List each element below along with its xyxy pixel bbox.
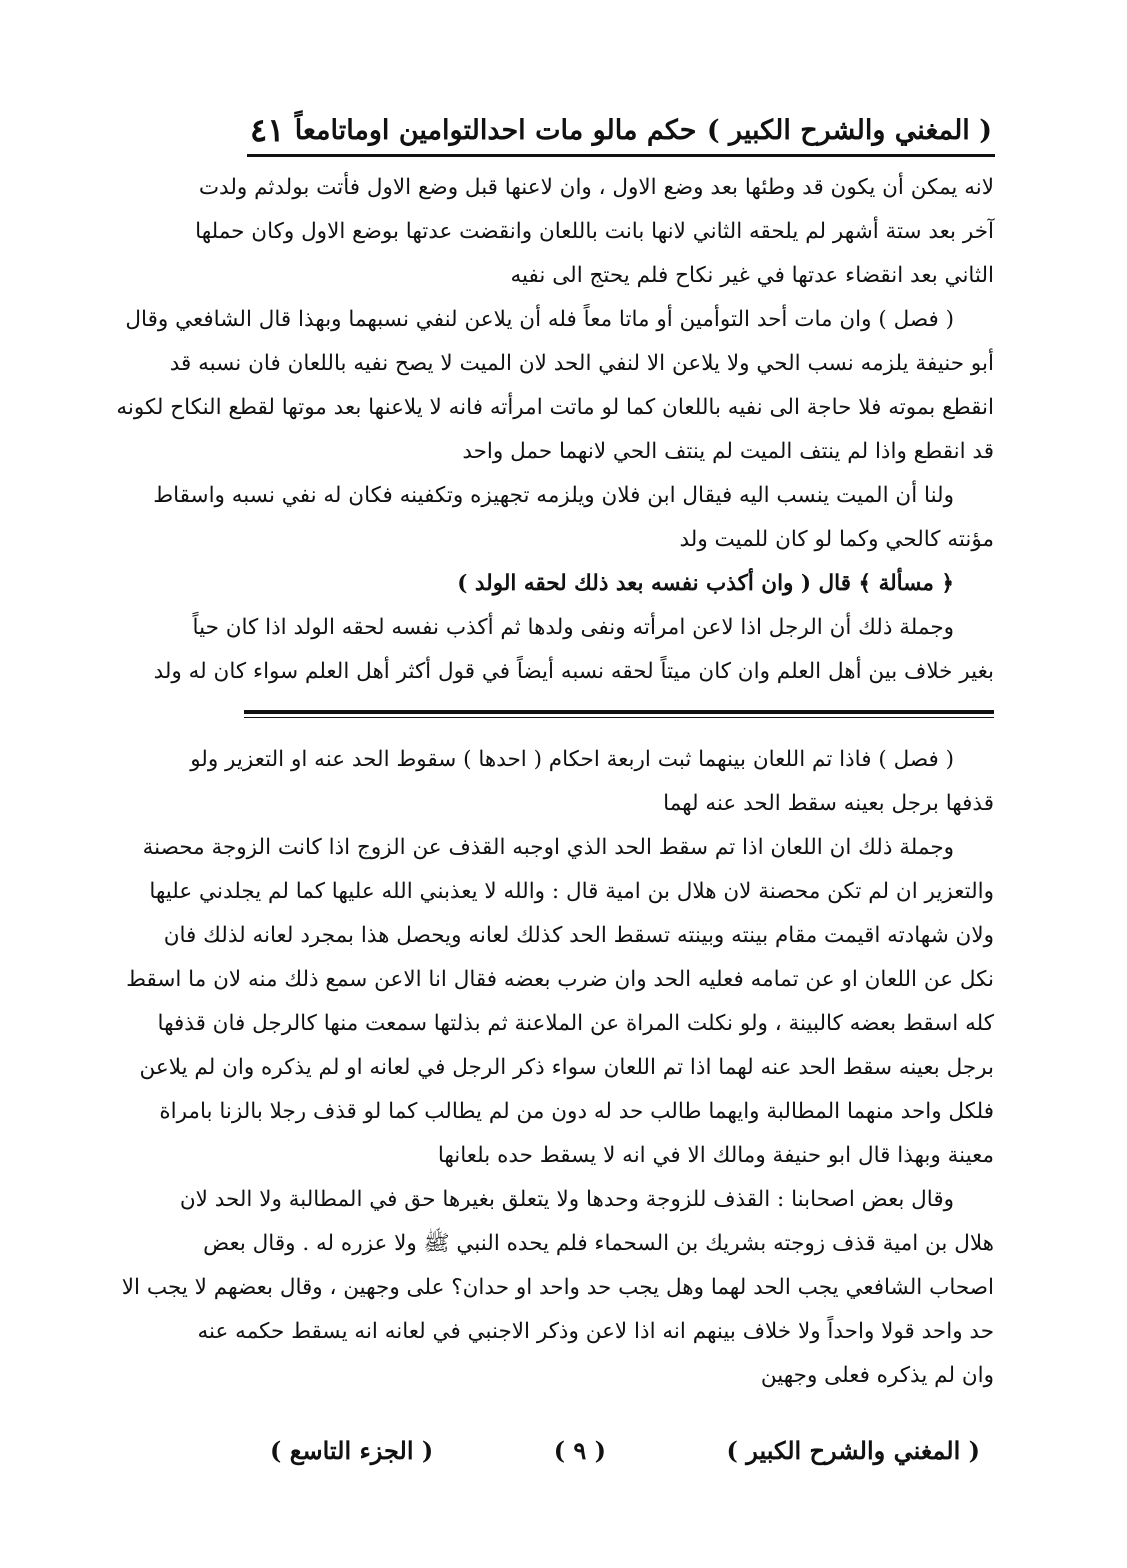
- header-chapter-title: حكم مالو مات احدالتوامين اوماتامعاً: [294, 114, 697, 146]
- text-line: اصحاب الشافعي يجب الحد لهما وهل يجب حد واحد او حدان؟ على وجهين ، وقال بعضهم لا يجب الا: [121, 1275, 994, 1300]
- text-line: ولان شهادته اقيمت مقام بينته وبينته تسقط الحد كذلك لعانه ويحصل هذا بمجرد لعانه لذلك فان: [163, 923, 994, 948]
- text-line: معينة وبهذا قال ابو حنيفة ومالك الا في انه لا يسقط حده بلعانها: [437, 1143, 994, 1168]
- footer-signature-number: ( ٩ ): [553, 1435, 607, 1465]
- text-line: وان لم يذكره فعلى وجهين: [760, 1363, 994, 1388]
- text-line: ( فصل ) فاذا تم اللعان بينهما ثبت اربعة احكام ( احدها ) سقوط الحد عنه او التعزير ولو: [190, 747, 954, 772]
- text-line: برجل بعينه سقط الحد عنه لهما اذا تم اللعان سواء ذكر الرجل في لعانه او لم يذكره وان لم يلاعن: [139, 1055, 994, 1080]
- text-line: انقطع بموته فلا حاجة الى نفيه باللعان كما لو ماتت امرأته فانه لا يلاعنها بعد موتها لقطع النكاح لكونه: [116, 395, 994, 420]
- text-line: وجملة ذلك أن الرجل اذا لاعن امرأته ونفى ولدها ثم أكذب نفسه لحقه الولد اذا كان حياً: [192, 615, 954, 640]
- text-line: وقال بعض اصحابنا : القذف للزوجة وحدها ولا يتعلق بغيرها حق في المطالبة ولا الحد لان: [179, 1187, 954, 1212]
- text-line: حد واحد قولا واحداً ولا خلاف بينهم انه اذا لاعن وذكر الاجنبي في لعانه انه يسقط حكمه عنه: [197, 1319, 994, 1344]
- header-book-title: ( المغني والشرح الكبير ): [706, 114, 992, 146]
- text-line: فلكل واحد منهما المطالبة وايهما طالب حد له دون من لم يطالب كما لو قذف رجلا بالزنا بامراة: [159, 1099, 994, 1124]
- lower-text: [121, 738, 994, 1398]
- header-rule: [247, 154, 995, 157]
- text-line: قذفها برجل بعينه سقط الحد عنه لهما: [663, 791, 994, 816]
- masala-heading: ﴿ مسألة ﴾ قال ( وان أكذب نفسه بعد ذلك لحقه الولد ): [457, 571, 954, 596]
- header-page-number: ٤١: [250, 111, 285, 149]
- page-header: [250, 110, 992, 150]
- text-line: قد انقطع واذا لم ينتف الميت لم ينتف الحي لانهما حمل واحد: [462, 439, 994, 464]
- text-line: وجملة ذلك ان اللعان اذا تم سقط الحد الذي اوجبه القذف عن الزوج اذا كانت الزوجة محصنة: [142, 835, 954, 860]
- text-line: نكل عن اللعان او عن تمامه فعليه الحد وان ضرب بعضه فقال انا الاعن سمع ذلك منه لان ما اسقط: [126, 967, 994, 992]
- text-line: ( فصل ) وان مات أحد التوأمين أو ماتا معاً فله أن يلاعن لنفي نسبهما وبهذا قال الشافعي وقال: [125, 307, 954, 332]
- text-line: والتعزير ان لم تكن محصنة لان هلال بن امية قال : والله لا يعذبني الله عليها كما لم يجلدني عليها: [149, 879, 994, 904]
- upper-text: [116, 166, 994, 694]
- footer-part: ( الجزء التاسع ): [270, 1435, 434, 1465]
- page-footer: [270, 1432, 980, 1468]
- text-line: أبو حنيفة يلزمه نسب الحي ولا يلاعن الا لنفي الحد لان الميت لا يصح نفيه باللعان فان نسبه قد: [169, 351, 994, 376]
- divider-thick: [244, 710, 994, 714]
- text-line: مؤنته كالحي وكما لو كان للميت ولد: [679, 527, 994, 552]
- text-line: ولنا أن الميت ينسب اليه فيقال ابن فلان ويلزمه تجهيزه وتكفينه فكان له نفي نسبه واسقاط: [153, 483, 954, 508]
- text-line: لانه يمكن أن يكون قد وطئها بعد وضع الاول ، وان لاعنها قبل وضع الاول فأتت بولدثم ولدت: [198, 175, 994, 200]
- text-line: الثاني بعد انقضاء عدتها في غير نكاح فلم يحتج الى نفيه: [510, 263, 994, 288]
- divider-thin: [244, 717, 994, 718]
- footer-book-title: ( المغني والشرح الكبير ): [726, 1435, 980, 1465]
- text-line: هلال بن امية قذف زوجته بشريك بن السحماء فلم يحده النبي ﷺ ولا عزره له . وقال بعض: [203, 1231, 994, 1256]
- text-line: بغير خلاف بين أهل العلم وان كان ميتاً لحقه نسبه أيضاً في قول أكثر أهل العلم سواء كان له ولد: [153, 659, 994, 684]
- text-line: آخر بعد ستة أشهر لم يلحقه الثاني لانها بانت باللعان وانقضت عدتها بوضع الاول وكان حملها: [195, 219, 994, 244]
- text-line: كله اسقط بعضه كالبينة ، ولو نكلت المراة عن الملاعنة ثم بذلتها سمعت منها كالرجل فان قذفها: [157, 1011, 994, 1036]
